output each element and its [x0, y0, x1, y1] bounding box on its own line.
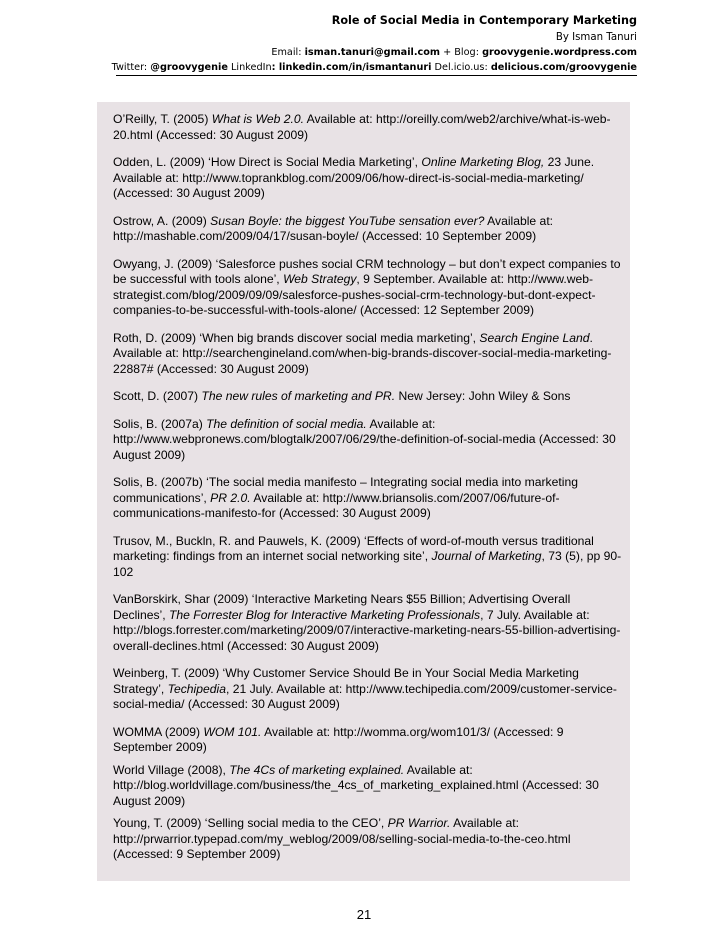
reference-tail: Available at: http://prwarrior.typepad.com/my_weblog/2009/08/selling-social-media-to-the-ceo.html (Accessed: 9 September 2009) [113, 816, 571, 861]
reference-item [113, 155, 625, 202]
reference-item [113, 112, 625, 143]
reference-item [113, 475, 625, 522]
delicious-label: Del.icio.us: [431, 62, 491, 73]
reference-lead: World Village (2008), [113, 762, 230, 777]
reference-item [113, 257, 625, 319]
reference-title: The new rules of marketing and PR. [201, 389, 396, 403]
reference-item [113, 389, 625, 405]
reference-lead: WOMMA (2009) [113, 724, 204, 739]
reference-item [113, 816, 625, 863]
reference-lead: Owyang, J. (2009) ‘Salesforce pushes social CRM technology – but don’t expect companies to be successful with tools alone’, [113, 256, 621, 286]
reference-item [113, 331, 625, 378]
reference-title: WOM 101. [203, 724, 262, 739]
reference-tail: Available at: http://www.briansolis.com/2007/06/future-of-communications-manifesto-for (Accessed: 30 August 2009) [113, 490, 560, 520]
reference-title: Journal of Marketing [431, 549, 542, 563]
reference-lead: Young, T. (2009) ‘Selling social media to the CEO’, [113, 816, 388, 830]
author-line: By Isman Tanuri [555, 32, 637, 43]
reference-tail: Available at: http://womma.org/wom101/3/ (Accessed: 9 September 2009) [113, 724, 564, 754]
reference-lead: Roth, D. (2009) ‘When big brands discover social media marketing’, [113, 330, 480, 345]
reference-title: Susan Boyle: the biggest YouTube sensation ever? [210, 213, 485, 228]
contact-line-social [112, 60, 637, 75]
reference-item [113, 666, 625, 713]
reference-tail: . Available at: http://searchengineland.com/when-big-brands-discover-social-media-marketing-22887# (Accessed: 30 August 2009) [113, 330, 612, 376]
linkedin-label: LinkedIn [227, 62, 272, 73]
reference-tail: 23 June. Available at: http://www.toprankblog.com/2009/06/how-direct-is-social-media-marketing/ (Accessed: 30 August 2009) [113, 155, 595, 200]
reference-lead: VanBorskirk, Shar (2009) ‘Interactive Marketing Nears $55 Billion; Advertising Overall Declines’, [113, 592, 571, 622]
reference-tail: , 9 September. Available at: http://www.web-strategist.com/blog/2009/09/09/salesforce-pushes-social-crm-technology-but-dont-expect-companies-to-be-successful-with-tools-alone/ (Accessed: 12 September 2009) [113, 272, 596, 317]
reference-lead: Weinberg, T. (2009) ‘Why Customer Service Should Be in Your Social Media Marketing Strategy’, [113, 666, 579, 696]
reference-title: The definition of social media. [206, 416, 367, 431]
reference-item [113, 417, 625, 464]
linkedin-separator: : [271, 62, 279, 73]
reference-item [113, 214, 625, 245]
header-divider [116, 75, 637, 76]
reference-title: The Forrester Blog for Interactive Marketing Professionals [169, 607, 481, 622]
linkedin-address: linkedin.com/in/ismantanuri [278, 62, 432, 73]
document-title: Role of Social Media in Contemporary Marketing [331, 14, 637, 27]
reference-item [113, 763, 625, 810]
reference-item [113, 725, 625, 756]
email-label: Email: [271, 47, 305, 58]
reference-lead: Solis, B. (2007a) [113, 416, 207, 431]
reference-lead: O’Reilly, T. (2005) [113, 112, 212, 126]
reference-lead: Solis, B. (2007b) ‘The social media manifesto – Integrating social media into marketing communications’, [113, 475, 578, 505]
reference-tail: Available at: http://mashable.com/2009/04/17/susan-boyle/ (Accessed: 10 September 2009) [113, 213, 554, 243]
reference-lead: Ostrow, A. (2009) [113, 213, 211, 228]
reference-item [113, 592, 625, 654]
page-header [112, 14, 637, 75]
email-address: isman.tanuri@gmail.com [304, 47, 441, 58]
reference-tail: Available at: http://blog.worldvillage.com/business/the_4cs_of_marketing_explained.html (Accessed: 30 August 2009) [113, 762, 599, 808]
reference-lead: Odden, L. (2009) ‘How Direct is Social Media Marketing’, [113, 155, 422, 169]
reference-title: Web Strategy [283, 272, 357, 286]
delicious-address: delicious.com/groovygenie [490, 62, 637, 73]
reference-title: The 4Cs of marketing explained. [229, 762, 405, 777]
reference-item [113, 534, 625, 581]
reference-tail: , 73 (5), pp 90-102 [113, 549, 622, 579]
reference-title: Online Marketing Blog, [421, 155, 545, 169]
reference-list [113, 112, 625, 875]
reference-title: Search Engine Land [479, 330, 590, 345]
reference-lead: Trusov, M., Buckln, R. and Pauwels, K. (2009) ‘Effects of word-of-mouth versus traditional marketing: findings from an internet social networking site’, [113, 533, 594, 563]
reference-lead: Scott, D. (2007) [113, 389, 202, 403]
twitter-label: Twitter: [111, 62, 151, 73]
blog-address: groovygenie.wordpress.com [482, 47, 637, 58]
reference-tail: Available at: http://www.webpronews.com/blogtalk/2007/06/29/the-definition-of-social-media (Accessed: 30 August 2009) [113, 416, 616, 462]
twitter-handle: @groovygenie [150, 62, 228, 73]
reference-title: What is Web 2.0. [211, 112, 304, 126]
page-number: 21 [356, 907, 372, 922]
reference-title: Techipedia [167, 681, 226, 696]
contact-line-email-blog [112, 45, 637, 60]
reference-tail: , 7 July. Available at: http://blogs.forrester.com/marketing/2009/07/interactive-marketing-nears-55-billion-advertising-overall-declines.html (Accessed: 30 August 2009) [113, 607, 621, 653]
reference-tail: New Jersey: John Wiley & Sons [395, 389, 571, 403]
blog-label: + Blog: [440, 47, 483, 58]
reference-title: PR Warrior. [387, 816, 451, 830]
reference-tail: , 21 July. Available at: http://www.techipedia.com/2009/customer-service-social-media/ (Accessed: 30 August 2009) [113, 681, 617, 711]
reference-tail: Available at: http://oreilly.com/web2/archive/what-is-web-20.html (Accessed: 30 August 2009) [113, 112, 611, 142]
reference-title: PR 2.0. [210, 490, 251, 505]
